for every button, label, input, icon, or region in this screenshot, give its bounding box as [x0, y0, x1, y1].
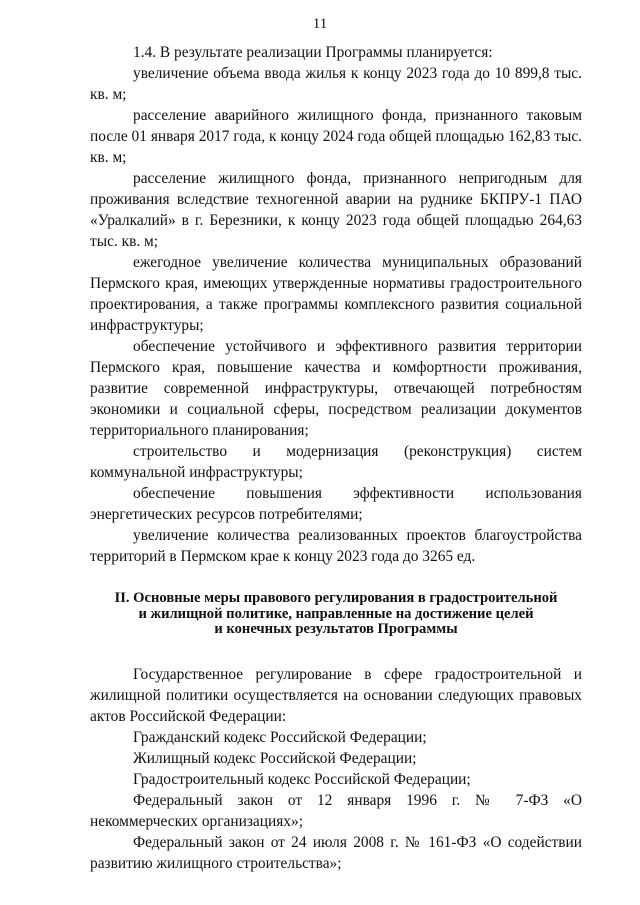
list-item: строительство и модернизация (реконструкция) систем коммунальной инфраструктуры; — [90, 443, 582, 481]
list-item: расселение жилищного фонда, признанного непригодным для проживания вследствие техногенной аварии на руднике БКПРУ-1 ПАО «Уралкалий» в г. Березники, к концу 2023 года общей площадью 264,63 тыс. кв. м; — [90, 170, 582, 250]
list-item: ежегодное увеличение количества муниципальных образований Пермского края, имеющих утвержденные нормативы градостроительного проектирования, а также программы комплексного развития социальной инфраструктуры; — [90, 254, 582, 334]
heading-line: II. Основные меры правового регулирования в градостроительной — [114, 590, 558, 606]
list-item: Гражданский кодекс Российской Федерации; — [133, 728, 427, 746]
section1-intro: 1.4. В результате реализации Программы планируется: — [133, 44, 493, 61]
heading-line: и жилищной политике, направленные на достижение целей — [138, 605, 534, 622]
page-number: 11 — [312, 16, 328, 32]
page-body — [90, 42, 582, 874]
section2-intro: Государственное регулирование в сфере градостроительной и жилищной политики осуществляется на основании следующих правовых актов Российской Федерации: — [90, 665, 582, 725]
list-item: Федеральный закон от 24 июля 2008 г. № 161-ФЗ «О содействии развитию жилищного строительства»; — [90, 833, 582, 872]
list-item: увеличение объема ввода жилья к концу 2023 года до 10 899,8 тыс. кв. м; — [90, 65, 582, 103]
list-item: увеличение количества реализованных проектов благоустройства территорий в Пермском крае к концу 2023 года до 3265 ед. — [90, 527, 582, 565]
list-item: расселение аварийного жилищного фонда, признанного таковым после 01 января 2017 года, к концу 2024 года общей площадью 162,83 тыс. кв. м; — [90, 107, 582, 166]
list-item: обеспечение устойчивого и эффективного развития территории Пермского края, повышение качества и комфортности проживания, развитие современной инфраструктуры, отвечающей потребностям экономики и социальной сферы, посредством реализации документов территориального планирования; — [90, 338, 582, 439]
section2-heading — [90, 591, 582, 638]
heading-line: и конечных результатов Программы — [214, 621, 458, 637]
list-item: Жилищный кодекс Российской Федерации; — [133, 749, 417, 767]
list-item: Градостроительный кодекс Российской Федерации; — [133, 770, 471, 788]
list-item: Федеральный закон от 12 января 1996 г. № 7-ФЗ «О некоммерческих организациях»; — [90, 791, 582, 830]
list-item: обеспечение повышения эффективности использования энергетических ресурсов потребителями; — [90, 485, 582, 523]
